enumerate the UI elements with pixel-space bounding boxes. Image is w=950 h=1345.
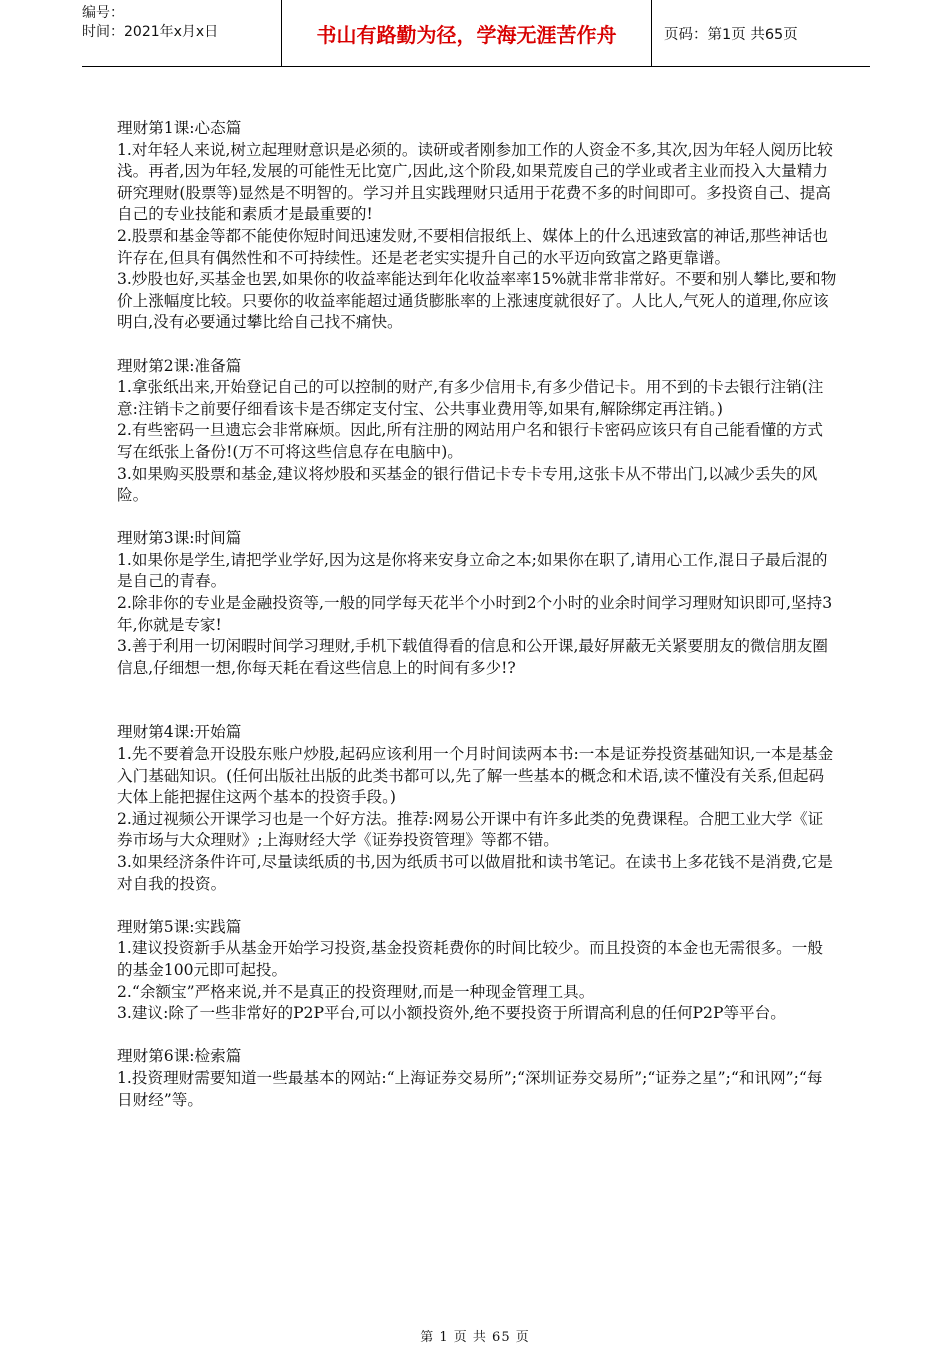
lesson-paragraph: 1.先不要着急开设股东账户炒股,起码应该利用一个月时间读两本书:一本是证券投资基础知识,一本是基金入门基础知识。(任何出版社出版的此类书都可以,先了解一些基本的概念和术语,读不懂没有关系,但起码大体上能把握住这两个基本的投资手段。) [117,745,834,807]
lesson-paragraph: 3.如果购买股票和基金,建议将炒股和买基金的银行借记卡专卡专用,这张卡从不带出门,以减少丢失的风险。 [117,464,818,505]
lesson-4 [117,722,837,895]
lesson-paragraph: 1.拿张纸出来,开始登记自己的可以控制的财产,有多少信用卡,有多少借记卡。用不到的卡去银行注销(注意:注销卡之前要仔细看该卡是否绑定支付宝、公共事业费用等,如果有,解除绑定再注销。) [117,378,824,418]
lesson-paragraph: 2.股票和基金等都不能使你短时间迅速发财,不要相信报纸上、媒体上的什么迅速致富的神话,那些神话也许存在,但具有偶然性和不可持续性。还是老老实实提升自己的水平迈向致富之路更靠谱。 [117,226,828,267]
lesson-title: 理财第3课:时间篇 [117,529,242,548]
lesson-paragraph: 3.善于利用一切闲暇时间学习理财,手机下载值得看的信息和公开课,最好屏蔽无关紧要朋友的微信朋友圈信息,仔细想一想,你每天耗在看这些信息上的时间有多少!? [117,637,828,677]
page-header [82,0,870,67]
lesson-title: 理财第2课:准备篇 [117,356,242,375]
lesson-5 [117,917,837,1025]
lesson-title: 理财第5课:实践篇 [117,917,242,936]
lesson-paragraph: 2.通过视频公开课学习也是一个好方法。推荐:网易公开课中有许多此类的免费课程。合肥工业大学《证券市场与大众理财》;上海财经大学《证券投资管理》等都不错。 [117,809,824,850]
lesson-paragraph: 1.对年轻人来说,树立起理财意识是必须的。读研或者刚参加工作的人资金不多,其次,因为年轻人阅历比较浅。再者,因为年轻,发展的可能性无比宽广,因此,这个阶段,如果荒废自己的学业或者主业而投入大量精力研究理财(股票等)显然是不明智的。学习并且实践理财只适用于花费不多的时间即可。多投资自己、提高自己的专业技能和素质才是最重要的! [117,140,833,224]
lesson-2 [117,356,837,507]
lesson-paragraph: 3.如果经济条件许可,尽量读纸质的书,因为纸质书可以做眉批和读书笔记。在读书上多花钱不是消费,它是对自我的投资。 [117,853,833,893]
lesson-3 [117,528,837,679]
document-number-label: 编号： [82,5,124,21]
lesson-6 [117,1046,837,1111]
lesson-1 [117,118,837,334]
lesson-paragraph: 2.“余额宝”严格来说,并不是真正的投资理财,而是一种现金管理工具。 [117,982,595,1001]
lesson-paragraph: 3.炒股也好,买基金也罢,如果你的收益率能达到年化收益率率15%就非常非常好。不要和别人攀比,要和物价上涨幅度比较。只要你的收益率能超过通货膨胀率的上涨速度就很好了。人比人,气死人的道理,你应该明白,没有必要通过攀比给自己找不痛快。 [117,270,837,332]
lesson-paragraph: 1.建议投资新手从基金开始学习投资,基金投资耗费你的时间比较少。而且投资的本金也无需很多。一般的基金100元即可起投。 [117,939,823,979]
page-footer: 第 1 页 共 65 页 [420,1330,530,1345]
lesson-title: 理财第6课:检索篇 [117,1047,242,1066]
document-time-label: 时间：2021年x月x日 [82,24,219,40]
lesson-title: 理财第1课:心态篇 [117,119,242,137]
document-body [117,118,837,1133]
lesson-paragraph: 1.投资理财需要知道一些最基本的网站:“上海证券交易所”;“深圳证券交易所”;“证券之星”;“和讯网”;“每日财经”等。 [117,1068,823,1109]
lesson-paragraph: 2.除非你的专业是金融投资等,一般的同学每天花半个小时到2个小时的业余时间学习理财知识即可,坚持3年,你就是专家! [117,594,833,634]
header-motto: 书山有路勤为径，学海无涯苦作舟 [282,0,652,66]
lesson-paragraph: 1.如果你是学生,请把学业学好,因为这是你将来安身立命之本;如果你在职了,请用心工作,混日子最后混的是自己的青春。 [117,550,828,591]
lesson-paragraph: 3.建议:除了一些非常好的P2P平台,可以小额投资外,绝不要投资于所谓高利息的任何P2P等平台。 [117,1004,786,1023]
lesson-paragraph: 2.有些密码一旦遗忘会非常麻烦。因此,所有注册的网站用户名和银行卡密码应该只有自己能看懂的方式写在纸张上备份!(万不可将这些信息存在电脑中)。 [117,421,823,461]
header-page-info: 页码：第1页 共65页 [664,26,798,43]
lesson-title: 理财第4课:开始篇 [117,723,242,742]
header-meta [82,0,282,66]
